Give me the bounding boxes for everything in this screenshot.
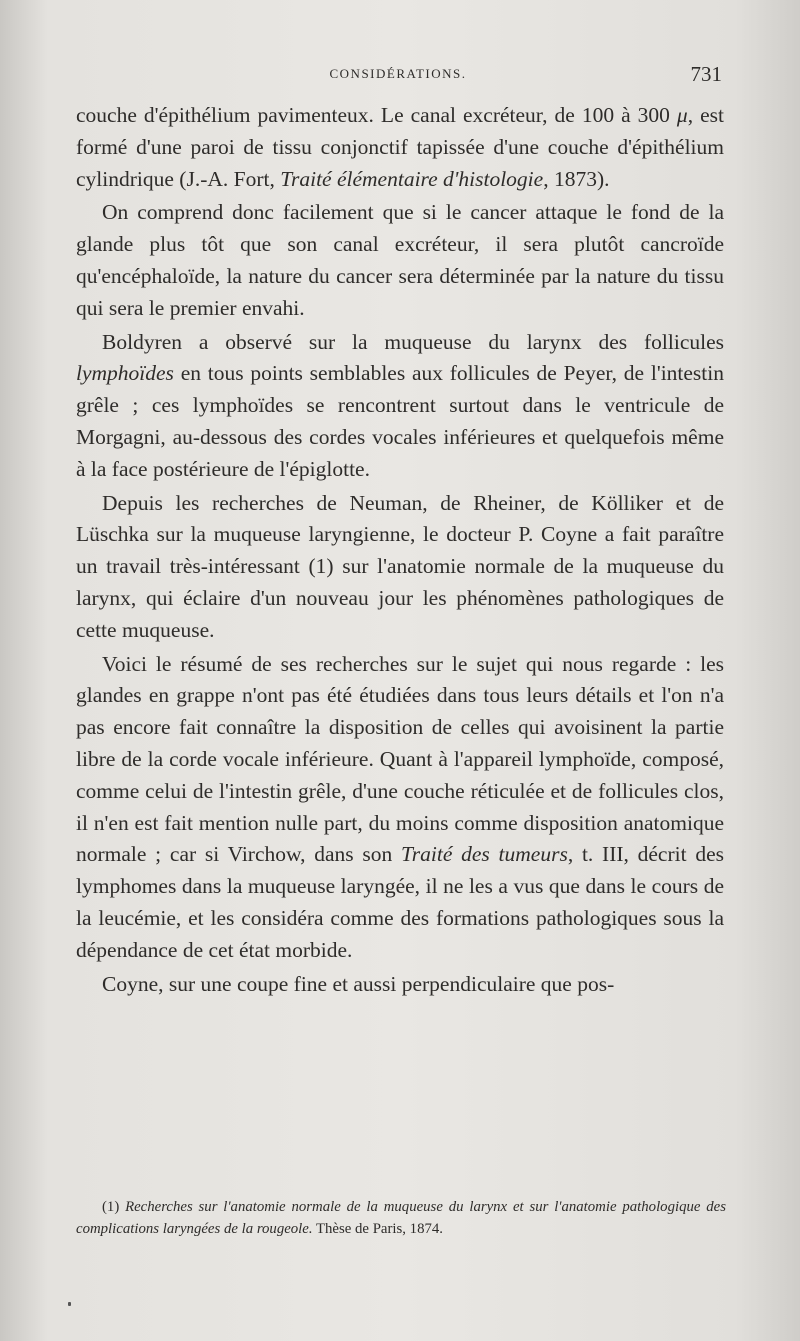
text-segment: , 1873). [543, 166, 610, 191]
text-segment: Coyne, sur une coupe fine et aussi perpendiculaire que pos- [102, 971, 615, 996]
paragraph-coyne-work [76, 488, 724, 647]
footnote [76, 1196, 726, 1240]
italic-text-segment: μ [676, 103, 688, 127]
text-segment: couche d'épithélium pavimenteux. Le canal excréteur, de 100 à 300 [76, 103, 677, 127]
italic-text-segment: lymphoïdes [76, 361, 174, 386]
paragraph-summary [76, 649, 724, 967]
paragraph-continuation [76, 100, 724, 195]
main-text [76, 100, 724, 1000]
italic-text-segment: Traité élémentaire d'histologie [280, 166, 544, 191]
text-segment: Boldyren a observé sur la muqueuse du larynx des follicules [102, 329, 724, 354]
speck-mark [68, 1302, 71, 1306]
footnote-text [76, 1196, 726, 1240]
text-segment: (1) [102, 1199, 126, 1215]
page-number: 731 [690, 62, 722, 86]
italic-text-segment: Recherches sur l'anatomie normale de la muqueuse du larynx et sur l'anatomie pathologique des complications laryngées de la rougeole. [76, 1199, 726, 1237]
italic-text-segment: Traité des tumeurs [401, 842, 568, 867]
paragraph-cancer [76, 197, 724, 324]
paragraph-coyne-section [76, 969, 724, 1001]
text-segment: , est formé d'une paroi de tissu conjonctif tapissée d'une couche d'épithélium cylindrique (J.-A. Fort, [76, 103, 724, 191]
text-segment: Depuis les recherches de Neuman, de Rheiner, de Kölliker et de Lüschka sur la muqueuse laryngienne, le docteur P. Coyne a fait paraître un travail très-intéressant (1) sur l'anatomie normale de la muqueuse du larynx, qui éclaire d'un nouveau jour les phénomènes pathologiques de cette muqueuse. [76, 490, 724, 642]
text-segment: Voici le résumé de ses recherches sur le sujet qui nous regarde : les glandes en grappe n'ont pas été étudiées dans tous leurs détails et l'on n'a pas encore fait connaître la disposition de celles qui avoisinent la partie libre de la corde vocale inférieure. Quant à l'appareil lymphoïde, composé, comme celui de l'intestin grêle, d'une couche réticulée et de follicules clos, il n'en est fait mention nulle part, du moins comme disposition anatomique normale ; car si Virchow, dans son [76, 651, 724, 867]
paragraph-boldyren [76, 327, 724, 486]
text-segment: On comprend donc facilement que si le cancer attaque le fond de la glande plus tôt que son canal excréteur, il sera plutôt cancroïde qu'encéphaloïde, la nature du cancer sera déterminée par la nature du tissu qui sera le premier envahi. [76, 200, 724, 320]
text-segment: Thèse de Paris, 1874. [312, 1221, 443, 1237]
running-title: CONSIDÉRATIONS. [329, 66, 467, 81]
text-segment: , t. III, décrit des lymphomes dans la muqueuse laryngée, il ne les a vus que dans le cours de la leucémie, et les considéra comme des formations pathologiques sous la dépendance de cet état morbide. [76, 842, 724, 962]
page-header [78, 62, 722, 90]
text-segment: en tous points semblables aux follicules de Peyer, de l'intestin grêle ; ces lymphoïdes se rencontrent surtout dans le ventricule de Morgagni, au-dessous des cordes vocales inférieures et quelquefois même à la face postérieure de l'épiglotte. [76, 361, 724, 481]
